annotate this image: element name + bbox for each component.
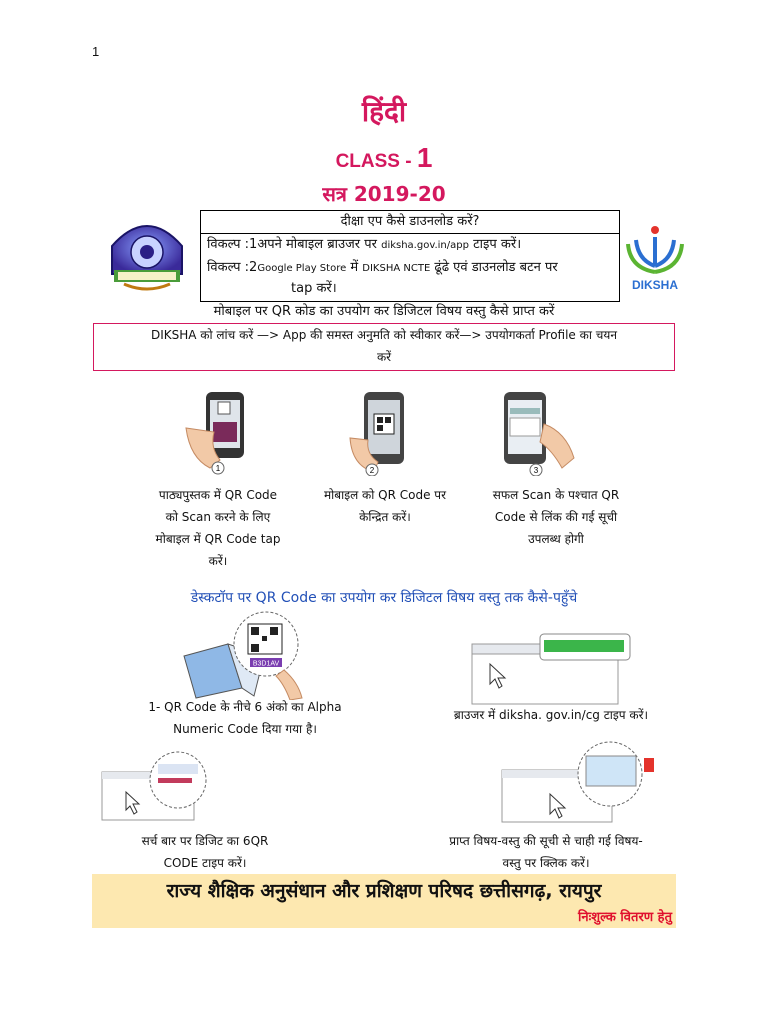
caption-line: करें। bbox=[208, 554, 228, 568]
download-option-1 bbox=[201, 234, 619, 257]
download-option-2-line2: tap करें। bbox=[291, 281, 337, 296]
caption-line: वस्तु पर क्लिक करें। bbox=[502, 856, 590, 870]
mobile-step-2-caption bbox=[300, 484, 470, 528]
mobile-section-title: मोबाइल पर QR कोड का उपयोग कर डिजिटल विषय वस्तु कैसे प्राप्त करें bbox=[213, 304, 555, 319]
desktop-step-1-caption bbox=[130, 696, 360, 740]
option2-app: DIKSHA NCTE bbox=[362, 263, 431, 274]
option1-prefix: विकल्प :1अपने मोबाइल ब्राउजर पर bbox=[207, 237, 382, 252]
caption-line: सफल Scan के पश्चात QR bbox=[492, 488, 620, 502]
caption-line: को Scan करने के लिए bbox=[165, 510, 271, 524]
page-title: हिंदी bbox=[361, 95, 407, 128]
book-qr-illustration bbox=[180, 610, 310, 700]
diksha-symbol-icon bbox=[624, 224, 686, 274]
phone-result-illustration bbox=[496, 388, 580, 476]
class-number: 1 bbox=[416, 142, 433, 173]
desktop-section-title: डेस्कटॉप पर QR Code का उपयोग कर डिजिटल विषय वस्तु तक कैसे-पहुँचे bbox=[190, 590, 578, 606]
desktop-step-3-caption bbox=[90, 830, 320, 874]
phone-focus-illustration bbox=[340, 388, 424, 476]
mobile-step-3-caption bbox=[470, 484, 642, 550]
option1-suffix: टाइप करें। bbox=[468, 237, 522, 252]
instruction-line-2: करें bbox=[376, 350, 392, 364]
caption-line: Code से लिंक की गई सूची bbox=[494, 510, 618, 524]
caption-line: सर्च बार पर डिजिट का 6QR bbox=[141, 834, 269, 848]
caption-line: केन्द्रित करें। bbox=[359, 510, 411, 524]
option2-prefix: विकल्प :2 bbox=[207, 260, 258, 275]
option2-mid: में bbox=[346, 260, 363, 275]
diksha-wordmark: DIKSHA bbox=[631, 278, 678, 292]
caption-line: प्राप्त विषय-वस्तु की सूची से चाही गई विषय- bbox=[449, 834, 643, 848]
qr-code-sample-text: B3D1AV bbox=[252, 660, 280, 668]
class-label: CLASS - bbox=[335, 151, 417, 172]
search-bar-illustration bbox=[100, 750, 220, 822]
footer-organization: राज्य शैक्षिक अनुसंधान और प्रशिक्षण परिषद छत्तीसगढ़, रायपुर bbox=[166, 880, 602, 902]
mobile-launch-instructions bbox=[93, 323, 675, 371]
svg-text:1: 1 bbox=[215, 464, 221, 473]
svg-text:3: 3 bbox=[533, 466, 539, 475]
mobile-step-1-caption bbox=[138, 484, 298, 572]
caption-line: पाठ्यपुस्तक में QR Code bbox=[158, 488, 278, 502]
caption-line: मोबाइल को QR Code पर bbox=[323, 488, 447, 502]
class-heading bbox=[0, 142, 768, 174]
download-option-2 bbox=[201, 257, 619, 280]
page-number: 1 bbox=[92, 44, 100, 59]
caption-line: उपलब्ध होगी bbox=[528, 532, 584, 546]
desktop-step-4-caption bbox=[406, 830, 686, 874]
option2-suffix: ढूंढे एवं डाउनलोड बटन पर bbox=[430, 260, 558, 275]
scert-seal-logo bbox=[104, 212, 190, 296]
content-list-illustration bbox=[500, 740, 670, 826]
diksha-logo bbox=[624, 224, 686, 294]
caption-line: CODE टाइप करें। bbox=[163, 856, 247, 870]
free-distribution-note: निःशुल्क वितरण हेतु bbox=[578, 910, 672, 925]
phone-tap-illustration bbox=[180, 388, 264, 476]
browser-url-illustration bbox=[470, 630, 670, 710]
option2-store: Google Play Store bbox=[257, 263, 347, 274]
caption-line: ब्राउजर में diksha. gov.in/cg टाइप करें। bbox=[453, 708, 649, 722]
desktop-step-2-caption bbox=[416, 704, 686, 726]
svg-text:2: 2 bbox=[369, 466, 375, 475]
caption-line: 1- QR Code के नीचे 6 अंको का Alpha bbox=[148, 700, 342, 714]
instruction-line-1: DIKSHA को लांच करें —> App की समस्त अनुमति को स्वीकार करें—> उपयोगकर्ता Profile का चयन bbox=[150, 328, 618, 342]
download-instructions-box bbox=[200, 210, 620, 302]
caption-line: Numeric Code दिया गया है। bbox=[173, 722, 317, 736]
option1-url: diksha.gov.in/app bbox=[381, 240, 469, 251]
caption-line: मोबाइल में QR Code tap bbox=[155, 532, 281, 546]
download-heading: दीक्षा एप कैसे डाउनलोड करें? bbox=[201, 211, 619, 234]
session-heading: सत्र 2019-20 bbox=[322, 182, 446, 206]
